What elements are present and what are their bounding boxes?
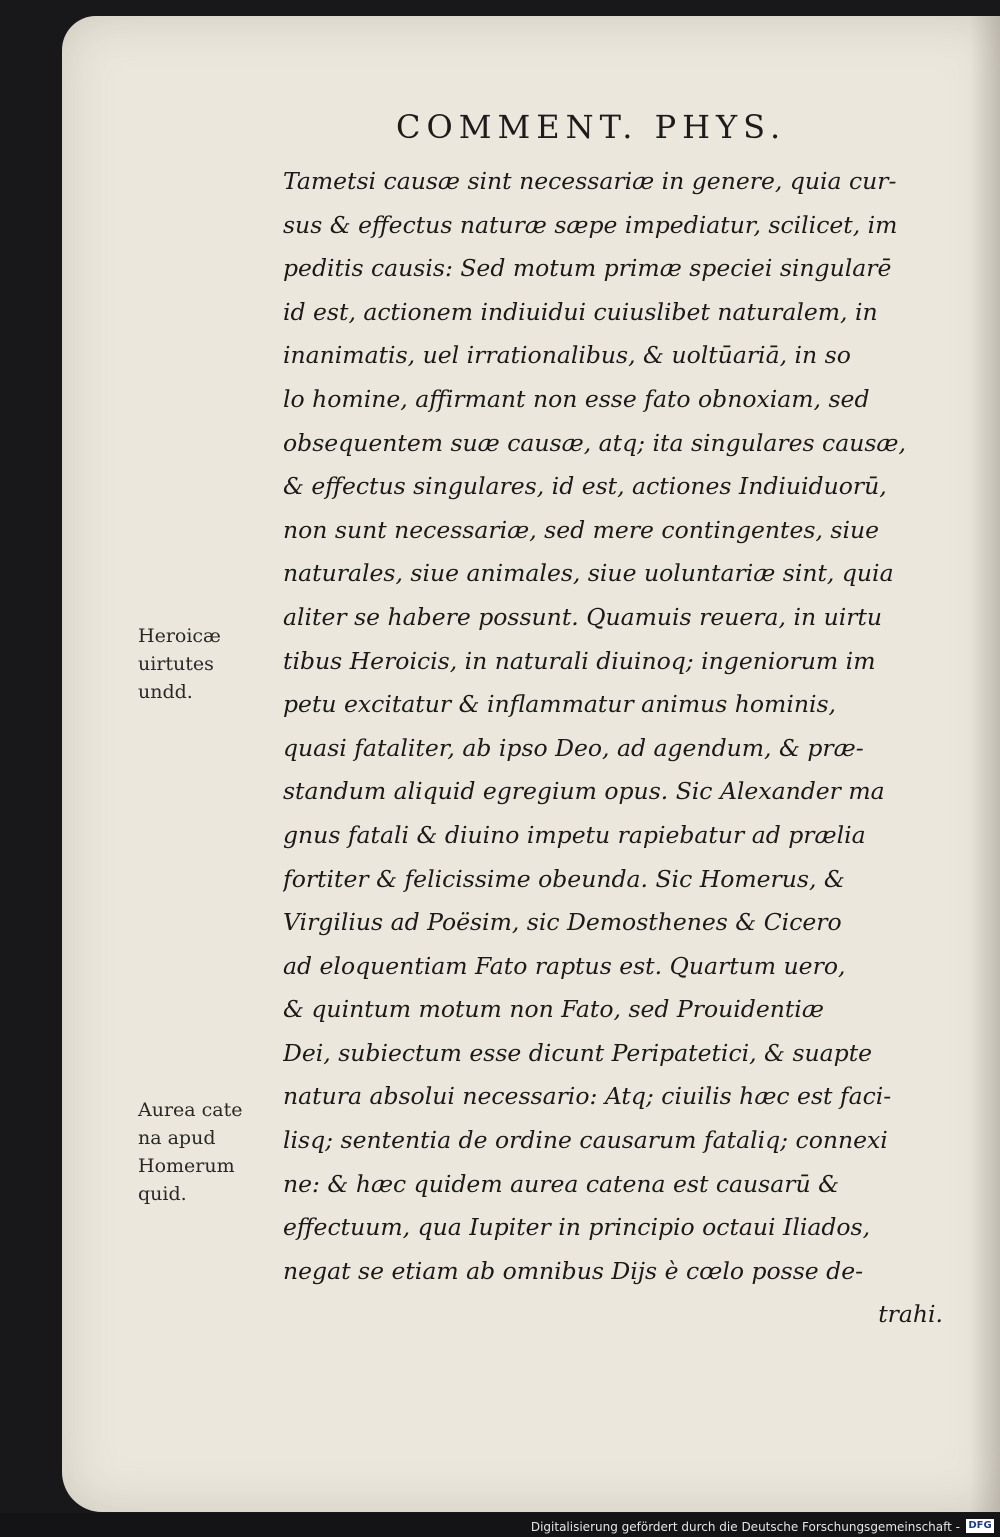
marginal-note-line: Aurea cate xyxy=(138,1099,243,1121)
dfg-logo-icon: DFG xyxy=(966,1519,994,1533)
marginal-note-line: undd. xyxy=(138,681,193,703)
marginal-note-heroicae xyxy=(138,622,268,706)
text-line: aliter se habere possunt. Quamuis reuera, in uirtu xyxy=(283,602,883,631)
text-line: non sunt necessariæ, sed mere contingentes, siue xyxy=(283,515,880,544)
text-line: lisq; sententia de ordine causarum fataliq; connexi xyxy=(283,1126,888,1155)
text-line: standum aliquid egregium opus. Sic Alexander ma xyxy=(283,777,885,806)
marginal-note-line: quid. xyxy=(138,1183,187,1205)
text-line: & effectus singulares, id est, actiones Indiuiduorū, xyxy=(283,472,887,501)
text-line: gnus fatali & diuino impetu rapiebatur ad prælia xyxy=(283,820,866,849)
marginal-note-line: Heroicæ xyxy=(138,625,221,647)
text-line: inanimatis, uel irrationalibus, & uoltūariā, in so xyxy=(283,341,851,370)
text-line: ad eloquentiam Fato raptus est. Quartum uero, xyxy=(283,951,846,980)
marginal-note-line: uirtutes xyxy=(138,653,214,675)
text-line: Dei, subiectum esse dicunt Peripatetici, & suapte xyxy=(283,1038,873,1067)
text-line: & quintum motum non Fato, sed Prouidentiæ xyxy=(283,995,824,1024)
text-line: quasi fataliter, ab ipso Deo, ad agendum, & præ- xyxy=(283,733,864,762)
text-line: Tametsi causæ sint necessariæ in genere, quia cur- xyxy=(283,167,897,195)
text-line: ne: & hæc quidem aurea catena est causarū & xyxy=(283,1169,839,1198)
marginal-note-line: na apud xyxy=(138,1127,216,1149)
main-text-block xyxy=(283,160,943,1337)
text-line: sus & effectus naturæ sæpe impediatur, scilicet, im xyxy=(283,210,898,239)
text-line: obsequentem suæ causæ, atq; ita singulares causæ, xyxy=(283,428,906,457)
text-line: fortiter & felicissime obeunda. Sic Homerus, & xyxy=(283,864,845,893)
marginal-note-aurea-catena xyxy=(138,1096,268,1208)
text-line: peditis causis: Sed motum primæ speciei singularē xyxy=(283,254,892,283)
running-head: COMMENT. PHYS. xyxy=(396,108,787,146)
digitization-footer xyxy=(0,1513,1000,1537)
funding-notice: Digitalisierung gefördert durch die Deutsche Forschungsgemeinschaft - xyxy=(530,1520,960,1534)
text-line: natura absolui necessario: Atq; ciuilis hæc est faci- xyxy=(283,1082,892,1111)
catchword-line: trahi. xyxy=(878,1300,943,1329)
text-line: tibus Heroicis, in naturali diuinoq; ingeniorum im xyxy=(283,646,876,675)
text-line: negat se etiam ab omnibus Dijs è cœlo posse de- xyxy=(283,1256,864,1285)
text-line: Virgilius ad Poësim, sic Demosthenes & Cicero xyxy=(283,908,842,937)
marginal-note-line: Homerum xyxy=(138,1155,235,1177)
text-line: id est, actionem indiuidui cuiuslibet naturalem, in xyxy=(283,297,878,326)
text-line: naturales, siue animales, siue uoluntariæ sint, quia xyxy=(283,559,894,588)
text-line: lo homine, affirmant non esse fato obnoxiam, sed xyxy=(283,384,870,413)
text-line: petu excitatur & inflammatur animus hominis, xyxy=(283,690,837,719)
text-line: effectuum, qua Iupiter in principio octaui Iliados, xyxy=(283,1213,871,1242)
